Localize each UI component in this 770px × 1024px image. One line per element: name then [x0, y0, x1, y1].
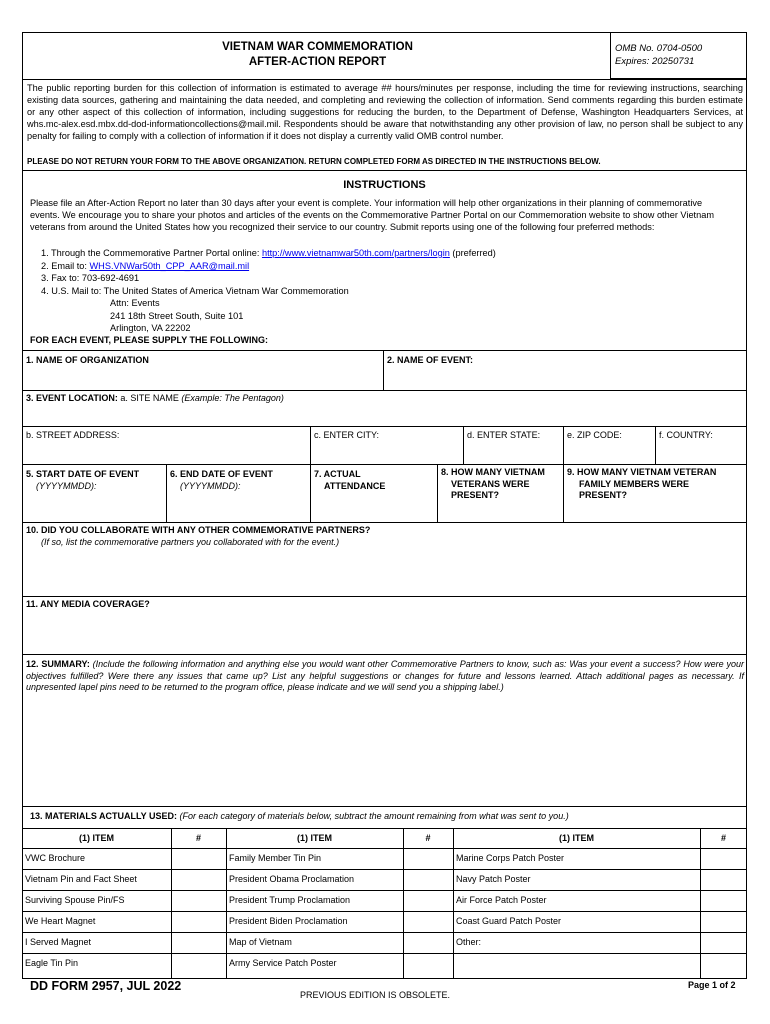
material-item: President Trump Proclamation: [229, 895, 351, 905]
col1-count-header: #: [195, 833, 201, 843]
country-field[interactable]: [657, 443, 745, 462]
end-date-field[interactable]: [168, 496, 308, 520]
burden-notice: PLEASE DO NOT RETURN YOUR FORM TO THE ABOVE ORGANIZATION. RETURN COMPLETED FORM AS DIRECTED IN THE INSTRUCTIONS BELOW.: [27, 157, 601, 166]
family-present-field[interactable]: [565, 506, 745, 520]
summary-field[interactable]: [24, 700, 744, 804]
material-item: President Obama Proclamation: [229, 874, 355, 884]
label-materials: 13. MATERIALS ACTUALLY USED: (For each category of materials below, subtract the amount remaining from what was sent to you.): [30, 811, 569, 821]
burden-statement: The public reporting burden for this collection of information is estimated to average ## hours/minutes per response, including the time for reviewing instructions, searching existing data sources, gathering and maintaining the data needed, and completing and reviewing the collection of information. Send comments regarding this burden estimate or any other aspect of this collection of information, including suggestions for reducing the burden, to the Department of Defense, Washington Headquarters Services, at whs.mc-alex.esd.mbx.dd-dod-informationcollections@mail.mil. Respondents should be aware that notwithstanding any other provision of law, no person shall be subject to any penalty for failing to comply with a collection of information if it does not display a currently valid OMB control number.: [27, 83, 743, 141]
label-country: f. COUNTRY:: [659, 430, 713, 440]
material-item: Coast Guard Patch Poster: [456, 916, 562, 926]
method-mail: 4. U.S. Mail to: The United States of America Vietnam War Commemoration: [41, 286, 349, 296]
email-link[interactable]: WHS.VNWar50th_CPP_AAR@mail.mil: [89, 261, 250, 271]
omb-box: [615, 43, 702, 68]
material-item: Family Member Tin Pin: [229, 853, 322, 863]
material-item: President Biden Proclamation: [229, 916, 348, 926]
page-number: Page 1 of 2: [688, 980, 736, 990]
start-date-field[interactable]: [24, 496, 164, 520]
state-field[interactable]: [465, 443, 561, 462]
for-each-event: FOR EACH EVENT, PLEASE SUPPLY THE FOLLOWING:: [30, 335, 269, 345]
city-field[interactable]: [312, 443, 461, 462]
attendance-field[interactable]: [312, 496, 435, 520]
mail-city: Arlington, VA 22202: [110, 323, 191, 333]
label-zip: e. ZIP CODE:: [567, 430, 622, 440]
instructions-paragraph: Please file an After-Action Report no later than 30 days after your event is complete. Your information will help other organizations in their planning of commemorative events. We encourage you to share your photos and articles of the events on the Commemorative Partner Portal on our Commemoration website to show other Vietnam veterans from around the United States how you recognized their service to our country. Submit reports using one of the following four preferred methods:: [30, 198, 714, 232]
material-item: Vietnam Pin and Fact Sheet: [25, 874, 137, 884]
omb-expires: Expires: 20250731: [615, 55, 695, 67]
col3-count-fields[interactable]: [702, 850, 745, 976]
other-material-field[interactable]: [490, 934, 698, 951]
label-event-location: 3. EVENT LOCATION: a. SITE NAME (Example: The Pentagon): [26, 393, 284, 403]
event-name-field[interactable]: [386, 368, 744, 388]
label-attendance: 7. ACTUAL ATTENDANCE: [314, 469, 386, 491]
method-portal: 1. Through the Commemorative Partner Portal online: http://www.vietnamwar50th.com/partners/login (preferred): [41, 248, 496, 258]
title-line1: VIETNAM WAR COMMEMORATION: [222, 41, 413, 53]
col2-item-header: (1) ITEM: [297, 833, 332, 843]
mail-attn: Attn: Events: [110, 298, 160, 308]
col1-item-header: (1) ITEM: [79, 833, 114, 843]
col2-count-fields[interactable]: [405, 850, 451, 976]
title-line2: AFTER-ACTION REPORT: [248, 56, 387, 68]
label-event-name: 2. NAME OF EVENT:: [387, 355, 474, 365]
media-coverage-field[interactable]: [24, 612, 744, 652]
label-organization-name: 1. NAME OF ORGANIZATION: [26, 355, 149, 365]
col3-count-header: #: [720, 833, 726, 843]
collaborate-instruction: (If so, list the commemorative partners you collaborated with for the event.): [41, 537, 340, 547]
label-start-date: 5. START DATE OF EVENT (YYYYMMDD):: [26, 469, 140, 491]
obsolete-notice: PREVIOUS EDITION IS OBSOLETE.: [300, 990, 451, 1000]
omb-number: OMB No. 0704-0500: [615, 43, 703, 54]
material-item: Surviving Spouse Pin/FS: [25, 895, 125, 905]
material-item: Army Service Patch Poster: [229, 958, 337, 968]
material-item: Marine Corps Patch Poster: [456, 853, 565, 863]
label-summary: 12. SUMMARY: (Include the following information and anything else you would want other Commemorative Partners to know, such as: Was your event a success? How were your objectives fulfilled? Were there any issues that came up? List any helpful suggestions or changes for future and lessons learned. Attach additional pages as necessary. If unpresented lapel pins need to be returned to the program office, please indicate and we will send you a shipping label.): [26, 659, 744, 692]
col1-count-fields[interactable]: [173, 850, 224, 976]
label-collaborate: 10. DID YOU COLLABORATE WITH ANY OTHER COMMEMORATIVE PARTNERS?: [26, 525, 371, 535]
label-state: d. ENTER STATE:: [467, 430, 541, 440]
label-family-present: 9. HOW MANY VIETNAM VETERAN FAMILY MEMBERS WERE PRESENT?: [567, 467, 717, 500]
mail-street: 241 18th Street South, Suite 101: [110, 311, 244, 321]
veterans-present-field[interactable]: [439, 506, 561, 520]
material-item: Map of Vietnam: [229, 937, 292, 947]
site-name-field[interactable]: [24, 406, 744, 425]
material-item: I Served Magnet: [25, 937, 92, 947]
method-email: 2. Email to: WHS.VNWar50th_CPP_AAR@mail.mil: [41, 261, 250, 271]
portal-link[interactable]: http://www.vietnamwar50th.com/partners/login: [261, 248, 450, 258]
material-item: VWC Brochure: [25, 853, 86, 863]
label-end-date: 6. END DATE OF EVENT (YYYYMMDD):: [170, 469, 273, 491]
material-item: Air Force Patch Poster: [456, 895, 547, 905]
col3-item-header: (1) ITEM: [559, 833, 594, 843]
label-city: c. ENTER CITY:: [314, 430, 380, 440]
zip-field[interactable]: [565, 443, 653, 462]
collaborate-field[interactable]: [24, 550, 744, 594]
organization-name-field[interactable]: [24, 368, 380, 388]
material-item: Navy Patch Poster: [456, 874, 531, 884]
instructions-heading: INSTRUCTIONS: [343, 179, 426, 191]
form-title: [120, 40, 515, 70]
method-fax: 3. Fax to: 703-692-4691: [41, 273, 140, 283]
material-item: Eagle Tin Pin: [25, 958, 79, 968]
material-item: Other:: [456, 937, 482, 947]
label-street-address: b. STREET ADDRESS:: [26, 430, 120, 440]
material-item: We Heart Magnet: [25, 916, 96, 926]
street-address-field[interactable]: [24, 443, 308, 462]
form-id: DD FORM 2957, JUL 2022: [30, 979, 182, 993]
col2-count-header: #: [425, 833, 431, 843]
label-veterans-present: 8. HOW MANY VIETNAM VETERANS WERE PRESENT?: [441, 467, 545, 500]
label-media-coverage: 11. ANY MEDIA COVERAGE?: [26, 599, 150, 609]
